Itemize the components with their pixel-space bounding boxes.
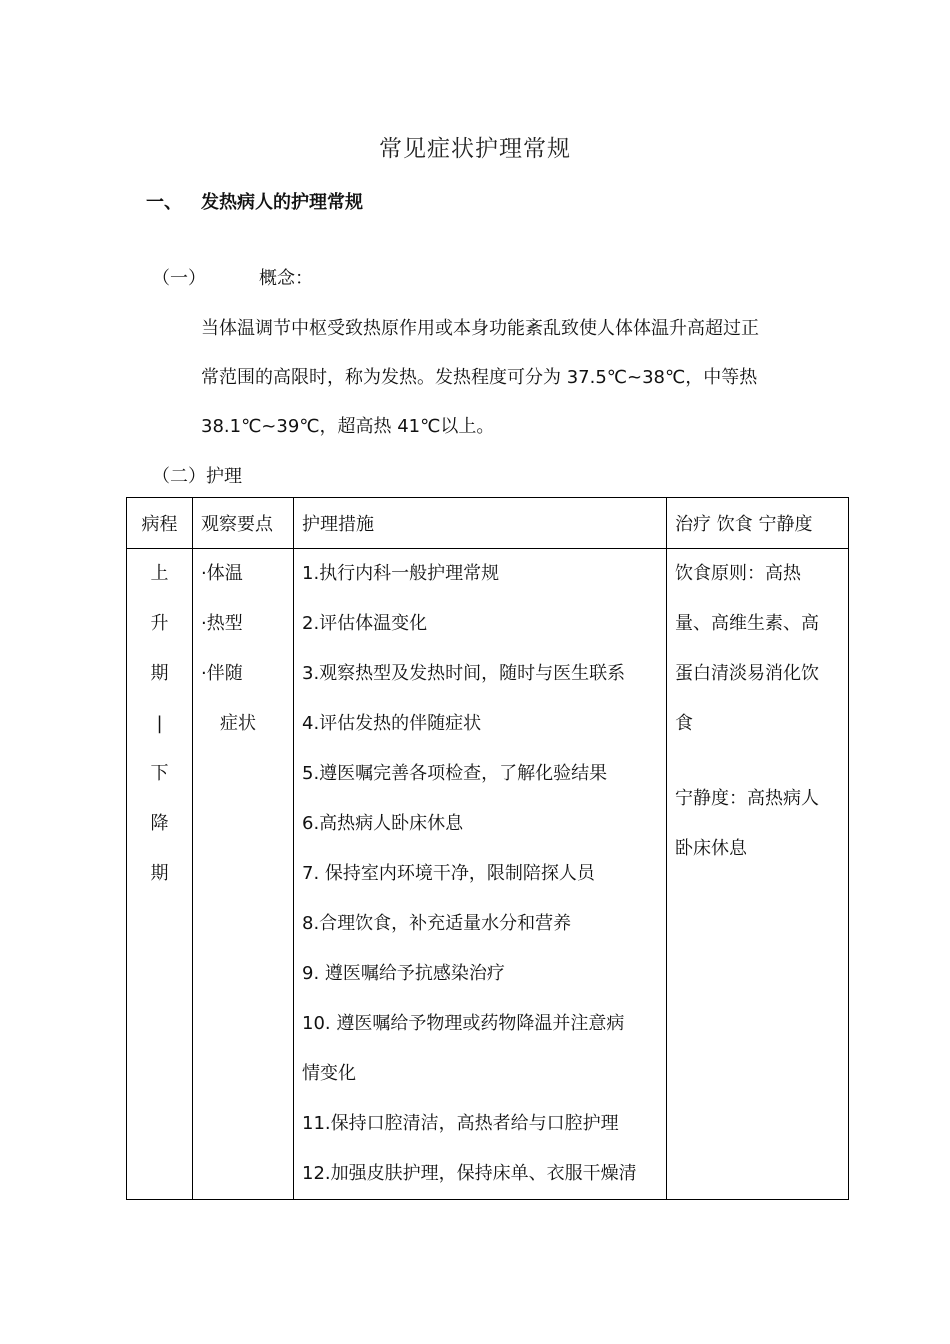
stage-char: 升	[150, 613, 169, 634]
stage-char: 上	[150, 563, 169, 584]
stage-char: 期	[150, 863, 169, 884]
measure-item: 9. 遵医嘱给予抗感染治疗	[302, 963, 505, 984]
measure-item: 4.评估发热的伴随症状	[302, 713, 482, 734]
measure-item: 8.合理饮食，补充适量水分和营养	[302, 913, 572, 934]
diet-line: 饮食原则：高热	[675, 563, 801, 584]
measure-item: 11.保持口腔清洁，高热者给与口腔护理	[302, 1113, 619, 1134]
measure-item: 情变化	[302, 1063, 356, 1084]
observation-item: 症状	[220, 713, 256, 734]
diet-line: 量、高维生素、高	[675, 613, 819, 634]
section-number: 一、	[146, 192, 182, 213]
calm-line: 宁静度：高热病人	[675, 788, 819, 809]
measure-item: 6.高热病人卧床休息	[302, 813, 464, 834]
spacer	[675, 749, 840, 774]
page-title: 常见症状护理常规	[379, 136, 571, 162]
stage-char: |	[156, 713, 163, 734]
subsection-label-concept: 概念：	[259, 268, 313, 289]
stage-char: 期	[150, 663, 169, 684]
stage-char: 降	[150, 813, 169, 834]
table-header-row	[127, 498, 849, 549]
table-row	[127, 549, 849, 1200]
diet-line: 食	[675, 713, 693, 734]
observation-item: ·伴随	[201, 663, 243, 684]
measure-item: 3.观察热型及发热时间，随时与医生联系	[302, 663, 626, 684]
measure-item: 1.执行内科一般护理常规	[302, 563, 500, 584]
diet-line: 蛋白清淡易消化饮	[675, 663, 819, 684]
header-treatment: 治疗 饮食 宁静度	[667, 498, 849, 549]
concept-paragraph-line: 38.1℃~39℃，超高热 41℃以上。	[201, 416, 495, 437]
treatment-cell	[667, 549, 849, 1200]
subsection-label-care: （二）护理	[152, 466, 242, 487]
care-table	[126, 497, 849, 1200]
measure-item: 2.评估体温变化	[302, 613, 428, 634]
observation-cell	[193, 549, 294, 1200]
measure-item: 5.遵医嘱完善各项检查，了解化验结果	[302, 763, 608, 784]
header-stage: 病程	[127, 498, 193, 549]
measure-item: 10. 遵医嘱给予物理或药物降温并注意病	[302, 1013, 625, 1034]
observation-item: ·体温	[201, 563, 243, 584]
measures-cell	[294, 549, 667, 1200]
header-measures: 护理措施	[294, 498, 667, 549]
concept-paragraph-line: 当体温调节中枢受致热原作用或本身功能紊乱致使人体体温升高超过正	[201, 318, 759, 339]
section-title: 发热病人的护理常规	[201, 192, 363, 213]
observation-item: ·热型	[201, 613, 243, 634]
measure-item: 7. 保持室内环境干净，限制陪探人员	[302, 863, 595, 884]
concept-paragraph-line: 常范围的高限时，称为发热。发热程度可分为 37.5℃~38℃，中等热	[201, 367, 758, 388]
measure-item: 12.加强皮肤护理，保持床单、衣服干燥清	[302, 1163, 637, 1184]
calm-line: 卧床休息	[675, 838, 747, 859]
header-observation: 观察要点	[193, 498, 294, 549]
subsection-number: （一）	[152, 268, 206, 289]
stage-char: 下	[150, 763, 169, 784]
stage-cell	[127, 549, 193, 1200]
